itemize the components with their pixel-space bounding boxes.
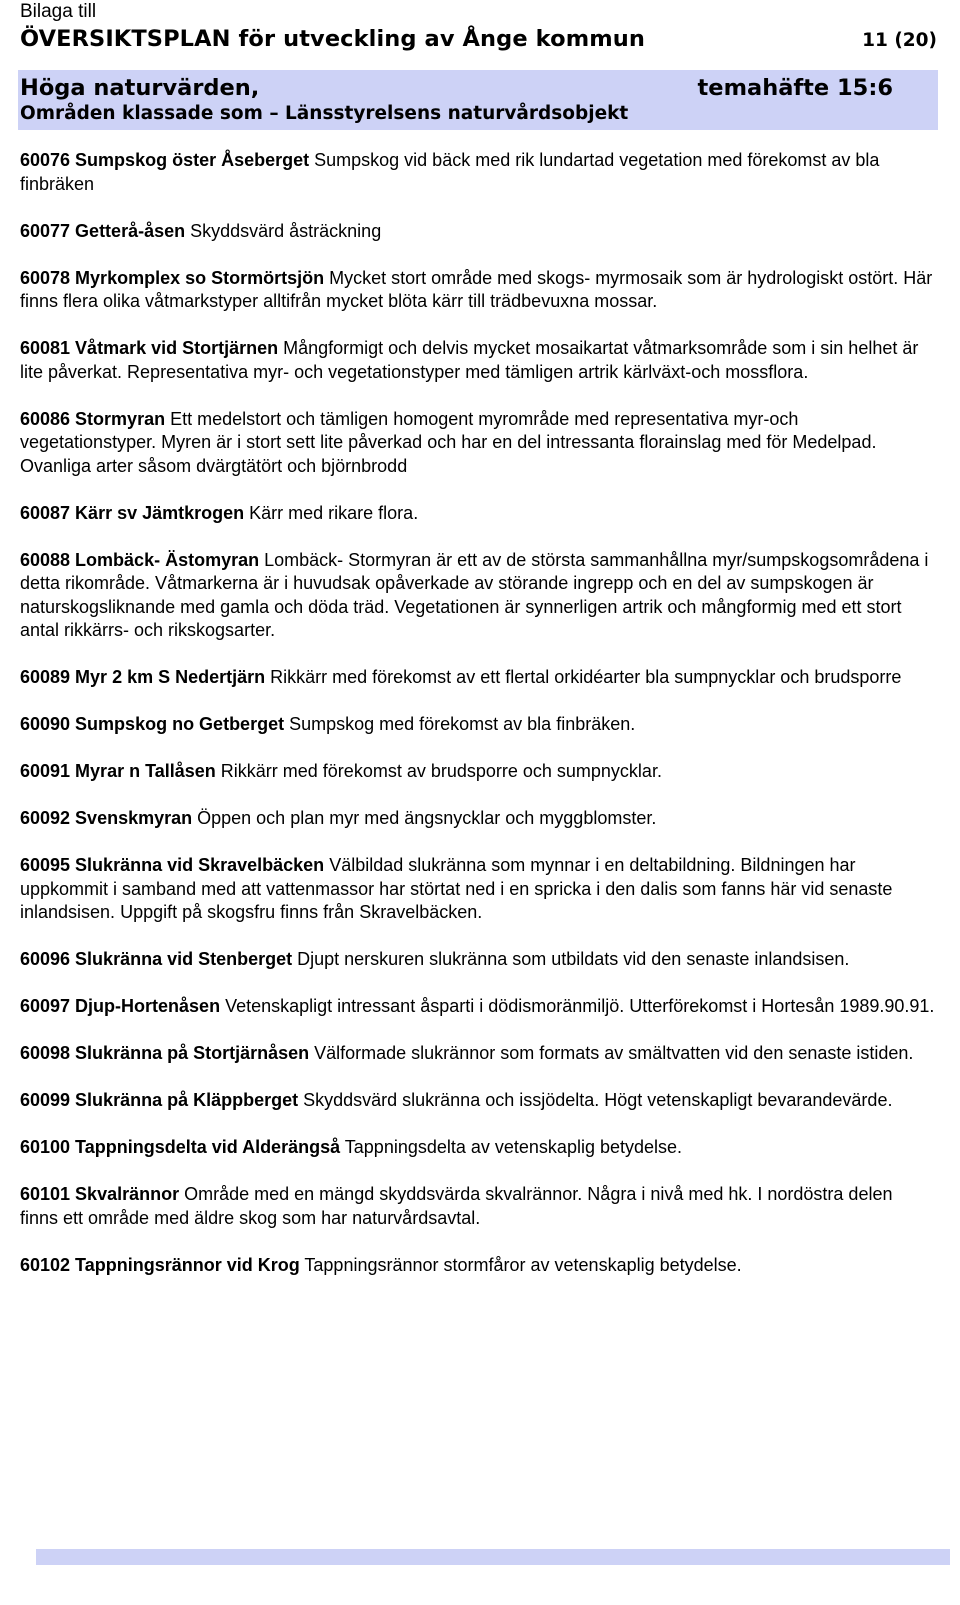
- entry-name: 60088 Lombäck- Ästomyran: [20, 549, 260, 570]
- entry-name: 60090 Sumpskog no Getberget: [20, 714, 285, 734]
- list-item: [20, 1254, 935, 1278]
- list-item: [20, 760, 935, 784]
- list-item: [20, 502, 935, 526]
- entry-description: Rikkärr med förekomst av brudsporre och sumpnycklar.: [215, 761, 662, 781]
- entry-description: Sumpskog med förekomst av bla finbräken.: [284, 714, 636, 734]
- entry-name: 60096 Slukränna vid Stenberget: [20, 949, 293, 969]
- list-item: [20, 713, 935, 737]
- theme-banner: [18, 70, 938, 130]
- entry-description: Mångformigt och delvis mycket mosaikartat våtmarksområde som i sin helhet är lite påverkat. Representativa myr- och vegetationstyper med tämligen artrik kärlväxt-och mossflora.: [20, 338, 919, 382]
- list-item: [20, 337, 935, 384]
- entry-description: Kärr med rikare flora.: [244, 502, 419, 523]
- entry-name: 60089 Myr 2 km S Nedertjärn: [20, 667, 266, 687]
- list-item: [20, 948, 935, 972]
- entry-name: 60087 Kärr sv Jämtkrogen: [20, 502, 245, 523]
- entry-name: 60102 Tappningsrännor vid Krog: [20, 1254, 300, 1275]
- entry-description: Ett medelstort och tämligen homogent myrområde med representativa myr-och vegetationstyper. Myren är i stort sett lite påverkad och har en del intressanta florainslag med för Medelpad. Ovanliga arter såsom dvärgtätört och björnbrodd: [20, 408, 877, 476]
- list-item: [20, 666, 935, 690]
- entry-name: 60099 Slukränna på Kläppberget: [20, 1090, 299, 1110]
- entry-description: Välbildad slukränna som mynnar i en deltabildning. Bildningen har uppkommit i samband med att vattenmassor har störtat ned i en spricka i den dalis som fanns här vid senaste inlandsisen. Uppgift på skogsfru finns från Skravelbäcken.: [20, 855, 893, 922]
- entry-description: Djupt nerskuren slukränna som utbildats vid den senaste inlandsisen.: [292, 949, 850, 969]
- entry-name: 60098 Slukränna på Stortjärnåsen: [20, 1043, 310, 1063]
- list-item: [20, 1183, 935, 1230]
- list-item: [20, 1136, 935, 1160]
- entry-name: 60101 Skvalrännor: [20, 1184, 180, 1204]
- list-item: [20, 1042, 935, 1066]
- entry-name: 60091 Myrar n Tallåsen: [20, 761, 216, 781]
- theme-booklet-label: temahäfte 15:6: [697, 75, 893, 101]
- list-item: [20, 549, 935, 643]
- entry-description: Sumpskog vid bäck med rik lundartad vegetation med förekomst av bla finbräken: [20, 150, 880, 194]
- entry-description: Mycket stort område med skogs- myrmosaik som är hydrologiskt ostört. Här finns flera olika våtmarkstyper alltifrån mycket blöta kärr till trädbevuxna mossar.: [20, 267, 933, 311]
- document-title: ÖVERSIKTSPLAN för utveckling av Ånge kommun: [20, 26, 646, 52]
- list-item: [20, 854, 935, 925]
- entry-description: Lombäck- Stormyran är ett av de största sammanhållna myr/sumpskogsområdena i detta rikområde. Våtmarkerna är i huvudsak opåverkade av störande ingrepp och en del av sumpskogen är naturskogsliknande med gamla och döda träd. Vegetationen är synnerligen artrik och mångformig med ett stort antal rikkärrs- och rikskogsarter.: [20, 549, 929, 640]
- list-item: [20, 408, 935, 479]
- entry-name: 60095 Slukränna vid Skravelbäcken: [20, 855, 325, 875]
- page-number: 11 (20): [862, 30, 937, 51]
- list-item: [20, 220, 935, 244]
- theme-subtitle: Områden klassade som – Länsstyrelsens naturvårdsobjekt: [20, 103, 629, 124]
- entry-name: 60086 Stormyran: [20, 408, 166, 429]
- entry-description: Skyddsvärd åsträckning: [185, 220, 382, 241]
- list-item: [20, 807, 935, 831]
- entry-description: Område med en mängd skyddsvärda skvalrännor. Några i nivå med hk. I nordöstra delen finns ett område med äldre skog som har naturvårdsavtal.: [20, 1184, 893, 1228]
- entry-description: Rikkärr med förekomst av ett flertal orkidéarter bla sumpnycklar och brudsporre: [265, 667, 902, 687]
- title-row: [20, 24, 940, 54]
- entry-description: Tappningsdelta av vetenskaplig betydelse.: [340, 1137, 683, 1157]
- theme-title: Höga naturvärden,: [20, 75, 260, 101]
- list-item: [20, 267, 935, 314]
- entry-description: Öppen och plan myr med ängsnycklar och myggblomster.: [192, 808, 657, 828]
- entry-name: 60081 Våtmark vid Stortjärnen: [20, 338, 279, 358]
- entry-name: 60078 Myrkomplex so Stormörtsjön: [20, 267, 325, 288]
- entry-list: [20, 149, 935, 1301]
- list-item: [20, 995, 935, 1019]
- entry-description: Vetenskapligt intressant åsparti i dödismoränmiljö. Utterförekomst i Hortesån 1989.90.91.: [220, 996, 935, 1016]
- entry-description: Välformade slukrännor som formats av smältvatten vid den senaste istiden.: [309, 1043, 914, 1063]
- entry-name: 60097 Djup-Hortenåsen: [20, 996, 221, 1016]
- list-item: [20, 149, 935, 196]
- list-item: [20, 1089, 935, 1113]
- footer-band: [36, 1549, 950, 1565]
- entry-description: Tappningsrännor stormfåror av vetenskaplig betydelse.: [299, 1254, 742, 1275]
- entry-name: 60077 Getterå-åsen: [20, 220, 186, 241]
- entry-name: 60092 Svenskmyran: [20, 808, 193, 828]
- entry-name: 60100 Tappningsdelta vid Alderängså: [20, 1137, 341, 1157]
- entry-description: Skyddsvärd slukränna och issjödelta. Högt vetenskapligt bevarandevärde.: [298, 1090, 893, 1110]
- entry-name: 60076 Sumpskog öster Åseberget: [20, 150, 310, 170]
- bilaga-label: Bilaga till: [20, 1, 97, 22]
- page-header: [20, 0, 940, 54]
